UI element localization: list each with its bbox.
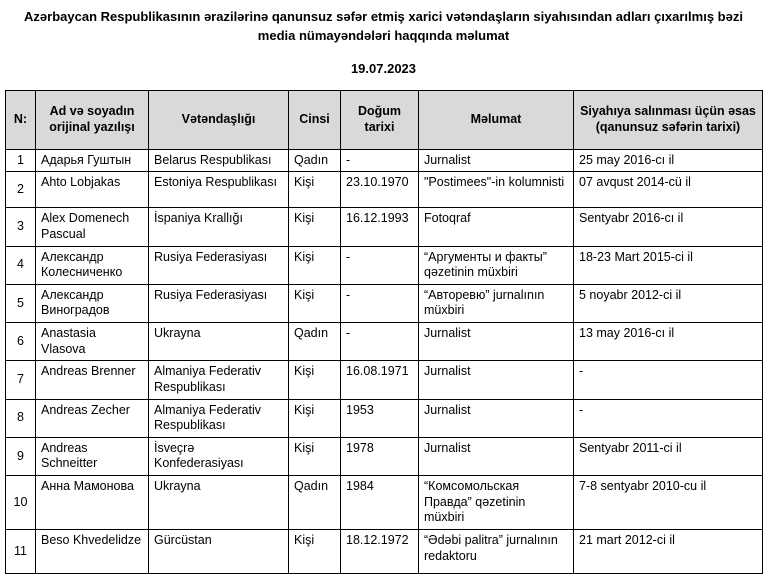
cell-info: “Аргументы и факты” qəzetinin müxbiri (419, 246, 574, 284)
cell-citizenship: Rusiya Federasiyası (149, 284, 289, 322)
cell-citizenship: Almaniya Federativ Respublikası (149, 399, 289, 437)
page-title: Azərbaycan Respublikasının ərazilərinə qanunsuz səfər etmiş xarici vətəndaşların siyahısından adları çıxarılmış bəzi media nümayəndələri haqqında məlumat (24, 9, 743, 43)
cell-basis: 5 noyabr 2012-ci il (574, 284, 763, 322)
cell-gender: Kişi (289, 529, 341, 573)
cell-number: 6 (6, 323, 36, 361)
cell-gender: Kişi (289, 437, 341, 475)
cell-info: Fotoqraf (419, 208, 574, 246)
cell-name: Александр Виноградов (36, 284, 149, 322)
cell-citizenship: İsveçrə Konfederasiyası (149, 437, 289, 475)
cell-basis: 07 avqust 2014-cü il (574, 172, 763, 208)
cell-citizenship: Ukrayna (149, 476, 289, 530)
col-header-dob: Doğum tarixi (341, 90, 419, 149)
document-date: 19.07.2023 (350, 60, 417, 76)
cell-number: 8 (6, 399, 36, 437)
cell-basis: - (574, 399, 763, 437)
cell-number: 1 (6, 149, 36, 172)
cell-citizenship: Belarus Respublikası (149, 149, 289, 172)
cell-info: "Postimees"-in kolumnisti (419, 172, 574, 208)
col-header-number: N: (6, 90, 36, 149)
table-row (6, 437, 763, 475)
cell-name: Адарья Гуштын (36, 149, 149, 172)
cell-basis: Sentyabr 2011-ci il (574, 437, 763, 475)
media-representatives-table (5, 90, 763, 574)
table-row (6, 172, 763, 208)
table-header (6, 90, 763, 149)
cell-dob: - (341, 323, 419, 361)
cell-dob: 16.08.1971 (341, 361, 419, 399)
cell-name: Anastasia Vlasova (36, 323, 149, 361)
table-row (6, 149, 763, 172)
header-row (6, 90, 763, 149)
cell-info: “Комсомольская Правда” qəzetinin müxbiri (419, 476, 574, 530)
cell-name: Александр Колесниченко (36, 246, 149, 284)
col-header-name: Ad və soyadın orijinal yazılışı (36, 90, 149, 149)
document-page (0, 8, 767, 574)
cell-citizenship: İspaniya Krallığı (149, 208, 289, 246)
cell-name: Анна Мамонова (36, 476, 149, 530)
cell-dob: 23.10.1970 (341, 172, 419, 208)
col-header-info: Məlumat (419, 90, 574, 149)
cell-basis: - (574, 361, 763, 399)
cell-basis: Sentyabr 2016-cı il (574, 208, 763, 246)
cell-name: Andreas Schneitter (36, 437, 149, 475)
cell-number: 4 (6, 246, 36, 284)
cell-citizenship: Almaniya Federativ Respublikası (149, 361, 289, 399)
cell-dob: 16.12.1993 (341, 208, 419, 246)
cell-dob: 1984 (341, 476, 419, 530)
cell-gender: Kişi (289, 284, 341, 322)
cell-dob: 18.12.1972 (341, 529, 419, 573)
table-row (6, 529, 763, 573)
table-row (6, 246, 763, 284)
cell-name: Beso Khvedelidze (36, 529, 149, 573)
cell-number: 2 (6, 172, 36, 208)
cell-basis: 13 may 2016-cı il (574, 323, 763, 361)
cell-dob: - (341, 246, 419, 284)
cell-gender: Qadın (289, 149, 341, 172)
cell-number: 7 (6, 361, 36, 399)
cell-dob: 1978 (341, 437, 419, 475)
cell-gender: Qadın (289, 476, 341, 530)
cell-basis: 21 mart 2012-ci il (574, 529, 763, 573)
col-header-citizenship: Vətəndaşlığı (149, 90, 289, 149)
table-row (6, 284, 763, 322)
cell-gender: Kişi (289, 361, 341, 399)
cell-gender: Qadın (289, 323, 341, 361)
table-row (6, 399, 763, 437)
cell-info: Jurnalist (419, 399, 574, 437)
cell-info: “Авторевю” jurnalının müxbiri (419, 284, 574, 322)
cell-number: 3 (6, 208, 36, 246)
cell-citizenship: Gürcüstan (149, 529, 289, 573)
cell-name: Andreas Zecher (36, 399, 149, 437)
cell-basis: 7-8 sentyabr 2010-cu il (574, 476, 763, 530)
cell-number: 10 (6, 476, 36, 530)
cell-number: 9 (6, 437, 36, 475)
cell-gender: Kişi (289, 172, 341, 208)
cell-citizenship: Ukrayna (149, 323, 289, 361)
table-row (6, 323, 763, 361)
cell-name: Andreas Brenner (36, 361, 149, 399)
table-row (6, 208, 763, 246)
cell-gender: Kişi (289, 399, 341, 437)
cell-info: Jurnalist (419, 149, 574, 172)
cell-dob: 1953 (341, 399, 419, 437)
table-row (6, 361, 763, 399)
cell-basis: 18-23 Mart 2015-ci il (574, 246, 763, 284)
table-body (6, 149, 763, 573)
cell-number: 11 (6, 529, 36, 573)
cell-info: Jurnalist (419, 361, 574, 399)
cell-basis: 25 may 2016-cı il (574, 149, 763, 172)
cell-dob: - (341, 284, 419, 322)
cell-citizenship: Estoniya Respublikası (149, 172, 289, 208)
cell-gender: Kişi (289, 246, 341, 284)
col-header-gender: Cinsi (289, 90, 341, 149)
cell-name: Ahto Lobjakas (36, 172, 149, 208)
table-row (6, 476, 763, 530)
cell-info: Jurnalist (419, 437, 574, 475)
cell-name: Alex Domenech Pascual (36, 208, 149, 246)
cell-number: 5 (6, 284, 36, 322)
cell-citizenship: Rusiya Federasiyası (149, 246, 289, 284)
cell-info: Jurnalist (419, 323, 574, 361)
cell-info: “Ədəbi palitra” jurnalının redaktoru (419, 529, 574, 573)
cell-gender: Kişi (289, 208, 341, 246)
cell-dob: - (341, 149, 419, 172)
col-header-basis: Siyahıya salınması üçün əsas (qanunsuz səfərin tarixi) (574, 90, 763, 149)
